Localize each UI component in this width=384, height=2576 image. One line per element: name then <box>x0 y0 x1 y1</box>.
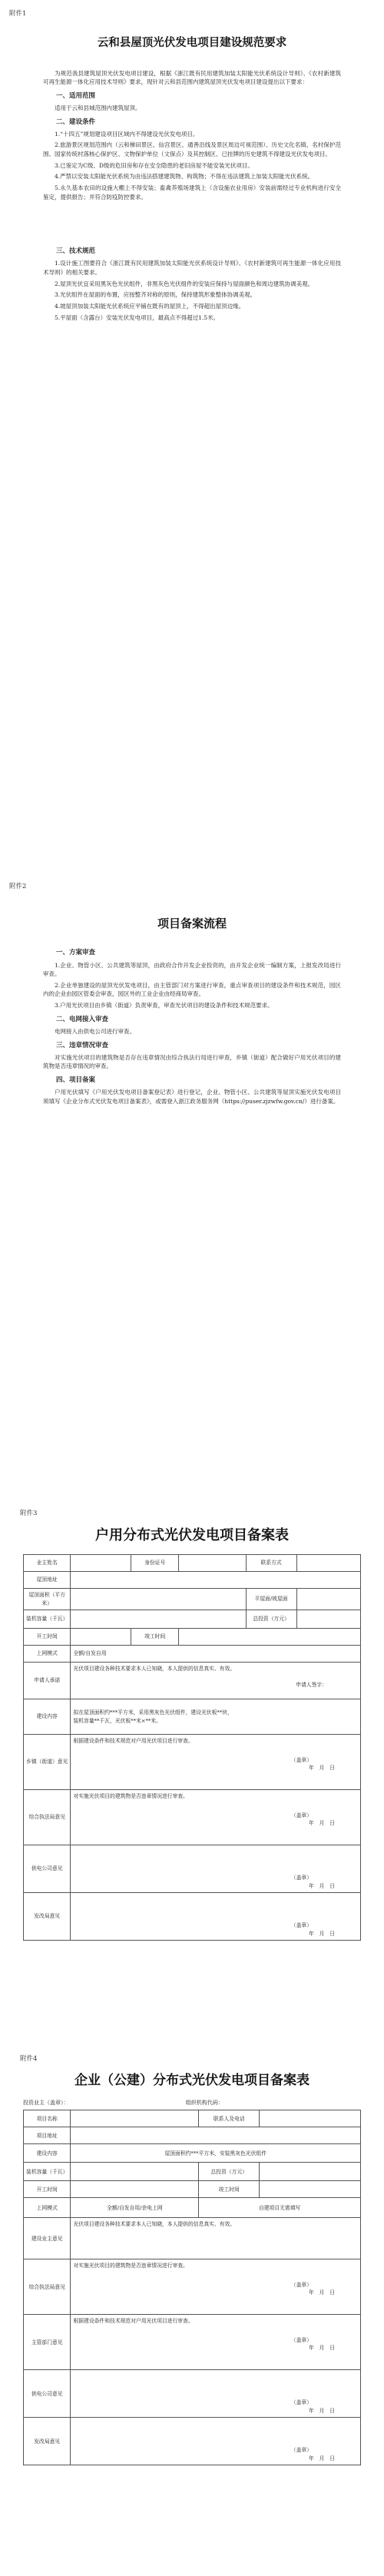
form-subheader <box>23 2099 361 2107</box>
review-text: 根据建设条件和技术规范对户用光伏项目进行审查。 <box>73 2318 194 2325</box>
form-title: 户用分布式光伏发电项目备案表 <box>95 1527 289 1544</box>
document-title: 云和县屋顶光伏发电项目建设规范要求 <box>97 37 287 50</box>
form-field[interactable] <box>71 1893 361 1941</box>
form-label: 总投资（万元） <box>246 1610 296 1629</box>
form-label: 申请人承诺 <box>24 1663 71 1699</box>
section-heading: 二、建设条件 <box>56 118 96 126</box>
form-field[interactable] <box>71 2218 361 2259</box>
form-label: 屋顶面积（平方米） <box>24 1589 71 1610</box>
form-field[interactable] <box>71 2315 361 2370</box>
form-field[interactable] <box>178 1555 246 1572</box>
attachment-3-page <box>0 1498 384 2044</box>
review-text: 对实施光伏项目的建筑物是否违章情况进行审查。 <box>73 1793 188 1800</box>
commitment-text: 光伏项目建设各种技术要求本人已知晓，本人提供的信息真实、有效。 <box>73 1666 236 1673</box>
section-text: 电网接入由供电公司进行审查。 <box>55 1027 135 1035</box>
form-label: 乡镇（街道）意见 <box>24 1735 71 1790</box>
table-row <box>24 1572 361 1589</box>
table-row <box>24 2163 361 2181</box>
attachment-label: 附件4 <box>20 2055 38 2063</box>
content-line: 装机容量**千瓦，光伏板**米×**米。 <box>73 1717 161 1724</box>
form-label: 建设内容 <box>24 1699 71 1735</box>
form-label: 发改局意见 <box>24 1893 71 1941</box>
form-label: 联系方式 <box>246 1555 296 1572</box>
table-row <box>24 1646 361 1663</box>
form-label: 业主姓名 <box>24 1555 71 1572</box>
table-row <box>24 1555 361 1572</box>
section-text: 户用光伏填写《户用光伏发电项目备案登记表》进行登记，企业、物管小区、公共建筑等屋顶实施光伏发电项目须填写《企业分布式光伏发电项目备案表》，或需登入浙江政务服务网（https://puser.zjzwfw.gov.cn/）进行备案。 <box>43 1089 341 1105</box>
form-field[interactable] <box>71 1629 131 1646</box>
seal-label: （盖章） <box>290 1756 312 1763</box>
list-item: 4.坡屋顶加装太阳能光伏系统应平铺在既有的屋顶上，不得超出屋顶边缘。 <box>55 302 245 310</box>
form-field[interactable] <box>71 2259 361 2315</box>
list-item: 3.光伏组件在屋面的布置，应按整齐对称的原则，保持建筑形象整体协调美观。 <box>55 291 257 299</box>
review-text: 对实施光伏项目的建筑物是否违章情况进行审查。 <box>73 2263 188 2269</box>
form-field[interactable] <box>71 1555 131 1572</box>
form-field[interactable] <box>71 2163 199 2181</box>
form-field[interactable] <box>71 1845 361 1893</box>
list-item: 3.已鉴定为C级、D级的危旧房和存在安全隐患的老旧房屋不能安装光伏项目。 <box>55 161 253 169</box>
list-item: 5.平屋面（含露台）安装光伏发电项目，最高点不得超过1.5米。 <box>55 313 220 321</box>
form-title: 企业（公建）分布式光伏发电项目备案表 <box>74 2073 310 2089</box>
form-label: 总投资（万元） <box>199 2163 260 2181</box>
form-label: 竣工时间 <box>131 1629 178 1646</box>
form-field[interactable] <box>71 2127 361 2144</box>
form-label: 供电公司意见 <box>24 1845 71 1893</box>
table-row <box>24 1735 361 1790</box>
form-label: 装机容量（千瓦） <box>24 1610 71 1629</box>
enterprise-record-form <box>23 2110 361 2465</box>
form-label: 竣工时间 <box>199 2181 260 2198</box>
form-field[interactable]: 全额/自发自用 <box>71 1646 361 1663</box>
table-row <box>24 2218 361 2259</box>
date-label: 年 月 日 <box>309 1765 335 1772</box>
form-label: 联系人及电话 <box>199 2110 260 2127</box>
form-field[interactable] <box>260 2163 361 2181</box>
review-text: 根据建设条件和技术规范对户用光伏项目进行审查。 <box>73 1738 194 1745</box>
form-field[interactable] <box>71 2181 199 2198</box>
form-field[interactable] <box>71 1610 246 1629</box>
seal-label: （盖章） <box>290 1812 312 1818</box>
form-label: 平屋面/坡屋面 <box>246 1589 296 1610</box>
form-label: 身份证号 <box>131 1555 178 1572</box>
table-row <box>24 2315 361 2370</box>
attachment-1-page <box>0 0 384 868</box>
list-item: 1.“十四五”规划建设项目区域内不得建设光伏发电项目。 <box>55 130 199 138</box>
table-row <box>24 2418 361 2465</box>
table-row <box>24 2259 361 2315</box>
form-field[interactable] <box>71 1735 361 1790</box>
table-row <box>24 1790 361 1845</box>
form-field[interactable] <box>71 1572 361 1589</box>
form-field[interactable] <box>71 2418 361 2465</box>
seal-label: （盖章） <box>290 2336 312 2343</box>
table-row <box>24 1663 361 1699</box>
table-row <box>24 1845 361 1893</box>
form-label: 屋顶地址 <box>24 1572 71 1589</box>
form-label: 供电公司意见 <box>24 2370 71 2418</box>
date-label: 年 月 日 <box>309 1882 335 1889</box>
form-label: 装机容量（千瓦） <box>24 2163 71 2181</box>
table-row <box>24 1893 361 1941</box>
form-field[interactable] <box>296 1610 360 1629</box>
section-heading: 二、电网接入审查 <box>56 1015 109 1023</box>
form-label: 建设内容 <box>24 2144 71 2163</box>
table-row <box>24 2198 361 2218</box>
form-label: 综合执法局意见 <box>24 1790 71 1845</box>
signature-label: 申请人签字： <box>296 1681 327 1688</box>
list-item: 1.设计施工图要符合《浙江既有民用建筑加装太阳能光伏系统设计导则》、《农村新建筑可再生能源一体化应用技术导则》的相关要求。 <box>43 260 341 277</box>
seal-label: （盖章） <box>290 2399 312 2406</box>
form-field[interactable] <box>71 2110 199 2127</box>
form-label: 开工时间 <box>24 1629 71 1646</box>
form-label: 发改局意见 <box>24 2418 71 2465</box>
list-item: 4.严禁以安装太阳能光伏系统为由违法搭建建筑物、构筑物；不得在违法建筑上加装太阳能光伏系统。 <box>55 173 314 181</box>
form-field[interactable] <box>71 1663 361 1699</box>
form-label: 上网模式 <box>24 1646 71 1663</box>
section-text: 对实施光伏项目的建筑物是否存在违章情况由综合执法行局进行审查，乡镇（街道）配合做好户用光伏项目的建筑物是否违章情况的审查。 <box>43 1053 341 1070</box>
form-field[interactable] <box>71 2370 361 2418</box>
list-item: 2.屋顶光伏宜采用黑灰色光伏组件，非黑灰色光伏组件的安装应保持与屋面颜色和周边建筑协调美观。 <box>55 280 314 287</box>
commitment-text: 光伏项目建设各种技术要求本人已知晓，本人提供的信息真实、有效。 <box>73 2221 236 2228</box>
table-row <box>24 2110 361 2127</box>
attachment-label: 附件1 <box>9 10 27 18</box>
form-field[interactable] <box>71 1790 361 1845</box>
date-label: 年 月 日 <box>309 1930 335 1937</box>
section-heading: 四、项目备案 <box>56 1076 96 1084</box>
table-row <box>24 2181 361 2198</box>
seal-label: （盖章） <box>290 1922 312 1929</box>
list-item: 3.户用光伏项目由乡镇（街道）负责审查，审查光伏项目的建设条件和技术规范要求。 <box>55 1002 273 1010</box>
form-field[interactable] <box>296 1589 360 1610</box>
list-item: 5.永久基本农田的设施大棚上不得安装；畜禽养殖场建筑上（含设施农业用房）安装前需经过专业机构进行安全鉴定，提供报告；并符合防疫防控要求。 <box>43 184 341 201</box>
form-field[interactable]: 全额/自发自用/余电上网 <box>71 2198 199 2218</box>
table-row <box>24 2127 361 2144</box>
form-field[interactable] <box>71 1699 361 1735</box>
intro-paragraph: 为规范我县建筑屋顶光伏发电项目建设，根据《浙江既有民用建筑加装太阳能光伏系统设计导则》、《农村新建筑可再生能源一体化应用技术导则》要求，现针对云和县范围内建筑屋顶光伏发电项目建设提出以下要求： <box>43 69 341 86</box>
seal-label: （盖章） <box>290 2447 312 2454</box>
investor-label: 投资业主（盖章）： <box>23 2099 69 2106</box>
table-row <box>24 2144 361 2163</box>
section-text: 适用于云和县城范围内建筑屋顶。 <box>55 104 141 112</box>
attachment-2-page <box>0 868 384 1498</box>
form-label: 上网模式 <box>24 2198 71 2218</box>
section-heading: 三、违章情况审查 <box>56 1041 109 1049</box>
date-label: 年 月 日 <box>309 2455 335 2462</box>
form-field[interactable] <box>260 2181 361 2198</box>
seal-label: （盖章） <box>290 2281 312 2288</box>
form-label: 开工时间 <box>24 2181 71 2198</box>
section-heading: 三、技术规范 <box>56 247 96 256</box>
form-label: 主管部门意见 <box>24 2315 71 2370</box>
form-field[interactable] <box>260 2110 361 2127</box>
content-line: 拟在屋顶面积约***平方米，采用黑灰色光伏组件，建设光伏板**块， <box>73 1709 233 1716</box>
form-label: 建设业主意见 <box>24 2218 71 2259</box>
seal-label: （盖章） <box>290 1875 312 1881</box>
date-label: 年 月 日 <box>309 2345 335 2352</box>
list-item: 1.企业、物管小区、公共建筑等屋顶，由政府合作开发企业投资的，由开发企业统一编制方案，上报发改局进行审查。 <box>43 961 341 978</box>
section-heading: 一、方案审查 <box>56 949 96 957</box>
attachment-label: 附件2 <box>9 883 27 890</box>
form-label: 项目名称 <box>24 2110 71 2127</box>
table-row <box>24 1589 361 1610</box>
section-heading: 一、适用范围 <box>56 91 96 100</box>
attachment-4-page <box>0 2044 384 2576</box>
org-code-label: 组织机构代码： <box>185 2099 223 2106</box>
form-field[interactable] <box>71 1589 246 1610</box>
table-row <box>24 2370 361 2418</box>
attachment-label: 附件3 <box>20 1510 38 1517</box>
form-field[interactable]: 屋顶面积约***平方米，安装黑灰色光伏组件 <box>71 2144 361 2163</box>
form-note: 自建项目无需填写 <box>199 2198 361 2218</box>
date-label: 年 月 日 <box>309 2407 335 2414</box>
document-title: 项目备案流程 <box>157 917 227 931</box>
table-row <box>24 1610 361 1629</box>
form-label: 综合执法局意见 <box>24 2259 71 2315</box>
form-field[interactable] <box>296 1555 360 1572</box>
household-record-form <box>23 1554 361 1941</box>
list-item: 2.旅游景区规划范围内（云和梯田景区、仙宫景区、通善沿线及景区周边可视范围）、历史文化名镇、名村保护范围、国家传统村落核心保护区、文物保护单位（文保点）及其控制区、已挂牌的历史建筑不得建设光伏发电项目。 <box>43 141 341 158</box>
form-field[interactable] <box>178 1629 360 1646</box>
date-label: 年 月 日 <box>309 1820 335 1827</box>
table-row <box>24 1699 361 1735</box>
list-item: 2.企业单独建设的屋顶光伏发电项目，由主管部门对方案进行审查，重点审查项目的建设条件和技术规范，园区内的企业由园区管委会审查，园区外的工业企业由经商局审查。 <box>43 981 341 998</box>
table-row <box>24 1629 361 1646</box>
form-label: 项目地址 <box>24 2127 71 2144</box>
date-label: 年 月 日 <box>309 2289 335 2296</box>
